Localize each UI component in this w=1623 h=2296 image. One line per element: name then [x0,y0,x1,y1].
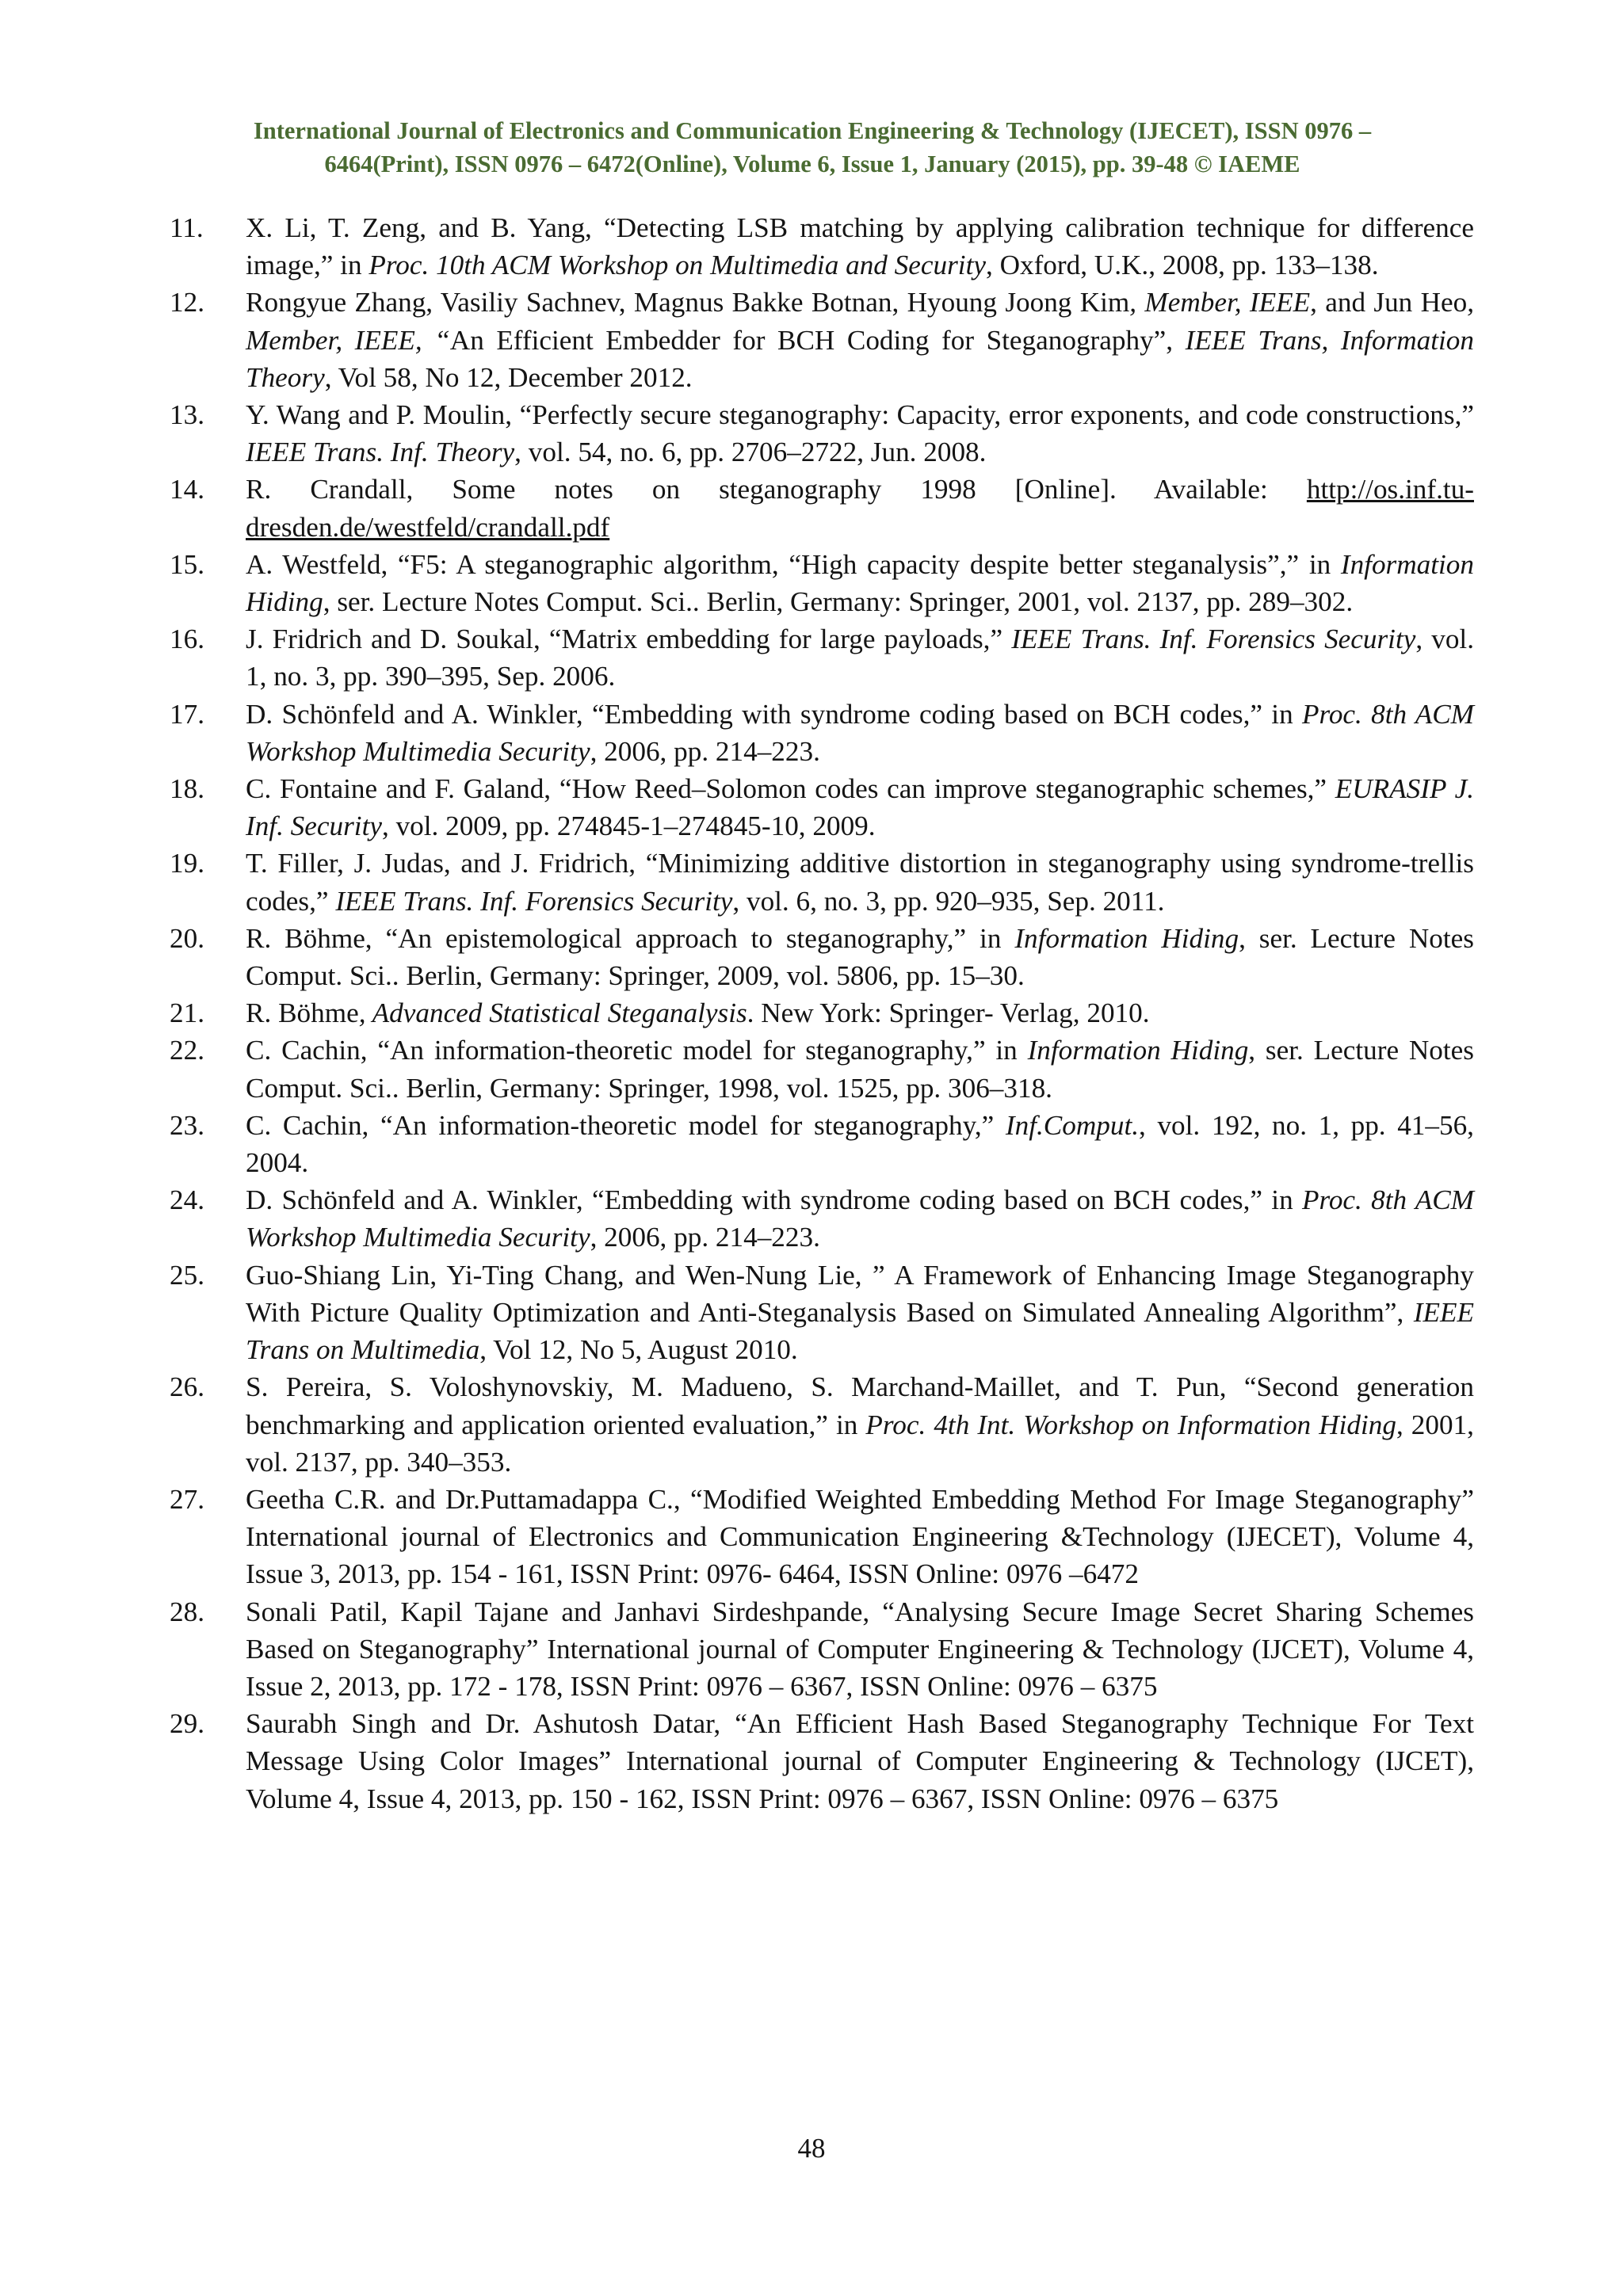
reference-text-segment: R. Crandall, Some notes on steganography 1998 [Online]. Available: [246,474,1307,505]
reference-item [170,1481,1474,1593]
reference-italic-segment: Proc. 10th ACM Workshop on Multimedia and Security [369,250,986,281]
reference-item [170,209,1474,284]
reference-item [170,1368,1474,1481]
reference-number: 25. [170,1259,204,1291]
reference-item [170,696,1474,770]
reference-number: 19. [170,848,204,879]
reference-text-segment: , 2001, vol. 2137, pp. 340–353. [246,1409,1474,1478]
journal-header-line-2: 6464(Print), ISSN 0976 – 6472(Online), Volume 6, Issue 1, January (2015), pp. 39-48 © IAEME [324,151,1300,177]
reference-text-segment: C. Cachin, “An information-theoretic model for steganography,” [246,1109,1006,1141]
reference-text [246,1368,1474,1481]
reference-number: 23. [170,1109,204,1141]
reference-item [170,471,1474,545]
reference-text [246,696,1474,770]
reference-text [246,994,1474,1032]
reference-number: 18. [170,773,204,805]
reference-text [246,1032,1474,1106]
reference-item [170,396,1474,471]
reference-number: 24. [170,1184,204,1216]
reference-number: 16. [170,624,204,655]
reference-number: 20. [170,922,204,954]
reference-number: 28. [170,1596,204,1627]
reference-text [246,845,1474,919]
reference-text [246,284,1474,396]
reference-item [170,1593,1474,1706]
reference-item [170,845,1474,919]
reference-item [170,920,1474,994]
reference-item [170,620,1474,695]
reference-text [246,1481,1474,1593]
reference-number: 22. [170,1035,204,1066]
reference-text-segment: Saurabh Singh and Dr. Ashutosh Datar, “An Efficient Hash Based Steganography Technique For Text Message Using Color Images” International journal of Computer Engineering & Technology (IJCET), Volume 4, Issue 4, 2013, pp. 150 - 162, ISSN Print: 0976 – 6367, ISSN Online: 0976 – 6375 [246,1708,1474,1814]
reference-text-segment: C. Fontaine and F. Galand, “How Reed–Solomon codes can improve steganographic schemes,” [246,773,1335,805]
reference-text-segment: S. Pereira, S. Voloshynovskiy, M. Madueno, S. Marchand-Maillet, and T. Pun, “Second generation benchmarking and application oriented evaluation,” in [246,1371,1474,1440]
reference-text-segment: , vol. 54, no. 6, pp. 2706–2722, Jun. 2008. [514,437,987,468]
page-number: 48 [797,2133,826,2164]
reference-link[interactable]: http://os.inf.tu-dresden.de/westfeld/crandall.pdf [246,474,1474,543]
reference-item [170,1032,1474,1106]
reference-text-segment: . New York: Springer- Verlag, 2010. [747,997,1150,1029]
reference-italic-segment: EURASIP J. Inf. Security [246,773,1474,842]
reference-text-segment: An Efficient Embedder for BCH Coding for Steganography”, [449,324,1186,356]
reference-text-segment: J. Fridrich and D. Soukal, “Matrix embedding for large payloads,” [246,624,1012,655]
reference-text [246,920,1474,994]
reference-italic-segment: , Member, IEEE, “ [246,287,1475,356]
reference-text [246,471,1474,545]
reference-item [170,770,1474,845]
reference-text [246,209,1474,284]
reference-text [246,396,1474,471]
reference-text [246,620,1474,695]
reference-text-segment: T. Filler, J. Judas, and J. Fridrich, “Minimizing additive distortion in steganography using syndrome-trellis codes,” [246,848,1474,917]
reference-list [170,209,1474,1817]
reference-italic-segment: Information Hiding [246,548,1474,618]
reference-item [170,994,1474,1032]
reference-italic-segment: IEEE Trans, Information Theory [246,324,1474,393]
reference-text-segment: D. Schönfeld and A. Winkler, “Embedding with syndrome coding based on BCH codes,” in [246,698,1302,730]
reference-number: 15. [170,548,204,580]
reference-text-segment: , and Jun Heo [1310,287,1468,318]
reference-text-segment: X. Li, T. Zeng, and B. Yang, “Detecting LSB matching by applying calibration technique for difference image,” in [246,212,1474,281]
reference-text [246,770,1474,845]
reference-text [246,546,1474,620]
reference-text-segment: Geetha C.R. and Dr.Puttamadappa C., “Modified Weighted Embedding Method For Image Steganography” International journal of Electronics and Communication Engineering &Technology (IJECET), Volume 4, Issue 3, 2013, pp. 154 - 161, ISSN Print: 0976- 6464, ISSN Online: 0976 –6472 [246,1483,1474,1590]
reference-text-segment: , vol. 6, no. 3, pp. 920–935, Sep. 2011. [732,885,1165,917]
reference-italic-segment: IEEE Trans on Multimedia [246,1296,1474,1366]
reference-item [170,546,1474,620]
reference-number: 12. [170,287,204,318]
reference-item [170,1181,1474,1256]
reference-italic-segment: Information Hiding [1027,1035,1249,1066]
reference-italic-segment: IEEE Trans. Inf. Theory [246,437,515,468]
journal-header [151,114,1474,181]
reference-text [246,1107,1474,1181]
reference-text-segment: D. Schönfeld and A. Winkler, “Embedding with syndrome coding based on BCH codes,” in [246,1184,1302,1216]
reference-text [246,1181,1474,1256]
reference-text-segment: A. Westfeld, “F5: A steganographic algorithm, “High capacity despite better steganalysis”,” in [246,548,1341,580]
reference-number: 21. [170,997,204,1029]
reference-italic-segment: Proc. 4th Int. Workshop on Information Hiding [865,1409,1396,1440]
reference-text-segment: , Vol 12, No 5, August 2010. [479,1334,798,1366]
reference-italic-segment: IEEE Trans. Inf. Forensics Security [335,885,733,917]
reference-item [170,1107,1474,1181]
reference-text [246,1705,1474,1817]
reference-number: 27. [170,1483,204,1515]
reference-italic-segment: , Member, IEEE [1129,287,1311,318]
reference-italic-segment: , Advanced Statistical Steganalysis [358,997,747,1029]
reference-text-segment: , ser. Lecture Notes Comput. Sci.. Berlin, Germany: Springer, 2009, vol. 5806, pp. 15–30. [246,922,1474,992]
reference-item [170,1257,1474,1369]
reference-text-segment: R. Böhme, “An epistemological approach to steganography,” in [246,922,1015,954]
reference-text-segment: , 2006, pp. 214–223. [590,735,820,767]
reference-text-segment: , vol. 1, no. 3, pp. 390–395, Sep. 2006. [246,624,1474,692]
reference-item [170,284,1474,396]
reference-text-segment: , ser. Lecture Notes Comput. Sci.. Berlin, Germany: Springer, 2001, vol. 2137, pp. 289–302. [323,586,1354,618]
reference-italic-segment: IEEE Trans. Inf. Forensics Security [1011,624,1416,655]
reference-number: 14. [170,474,204,505]
reference-number: 13. [170,399,204,431]
reference-italic-segment: Proc. 8th ACM Workshop Multimedia Security [246,698,1474,767]
reference-number: 17. [170,698,204,730]
reference-text-segment: , Oxford, U.K., 2008, pp. 133–138. [985,250,1379,281]
reference-text-segment: , vol. 2009, pp. 274845-1–274845-10, 2009. [381,810,876,842]
reference-text-segment: , 2006, pp. 214–223. [590,1222,820,1253]
reference-italic-segment: Proc. 8th ACM Workshop Multimedia Security [246,1184,1474,1253]
reference-text [246,1257,1474,1369]
reference-text [246,1593,1474,1706]
reference-italic-segment: Inf.Comput. [1005,1109,1140,1141]
reference-number: 11. [170,212,204,243]
reference-text-segment: , ser. Lecture Notes Comput. Sci.. Berlin, Germany: Springer, 1998, vol. 1525, pp. 306–318. [246,1035,1474,1104]
reference-italic-segment: Information Hiding [1014,922,1239,954]
reference-item [170,1705,1474,1817]
reference-text-segment: , Vol 58, No 12, December 2012. [324,361,693,393]
reference-text-segment: Sonali Patil, Kapil Tajane and Janhavi Sirdeshpande, “Analysing Secure Image Secret Sharing Schemes Based on Steganography” International journal of Computer Engineering & Technology (IJCET), Volume 4, Issue 2, 2013, pp. 172 - 178, ISSN Print: 0976 – 6367, ISSN Online: 0976 – 6375 [246,1596,1474,1702]
reference-text-segment: C. Cachin, “An information-theoretic model for steganography,” in [246,1035,1028,1066]
reference-number: 29. [170,1708,204,1740]
reference-number: 26. [170,1371,204,1403]
reference-text-segment: , vol. 192, no. 1, pp. 41–56, 2004. [246,1109,1474,1179]
reference-text-segment: Y. Wang and P. Moulin, “Perfectly secure steganography: Capacity, error exponents, and code constructions,” [246,399,1474,431]
reference-text-segment: R. Böhme [246,997,359,1029]
reference-text-segment: Rongyue Zhang, Vasiliy Sachnev, Magnus Bakke Botnan, Hyoung Joong Kim [246,287,1130,318]
journal-header-line-1: International Journal of Electronics and Communication Engineering & Technology (IJECET), ISSN 0976 – [253,117,1372,144]
reference-text-segment: Guo-Shiang Lin, Yi-Ting Chang, and Wen-Nung Lie, ” A Framework of Enhancing Image Steganography With Picture Quality Optimization and Anti-Steganalysis Based on Simulated Annealing Algorithm”, [246,1259,1474,1328]
